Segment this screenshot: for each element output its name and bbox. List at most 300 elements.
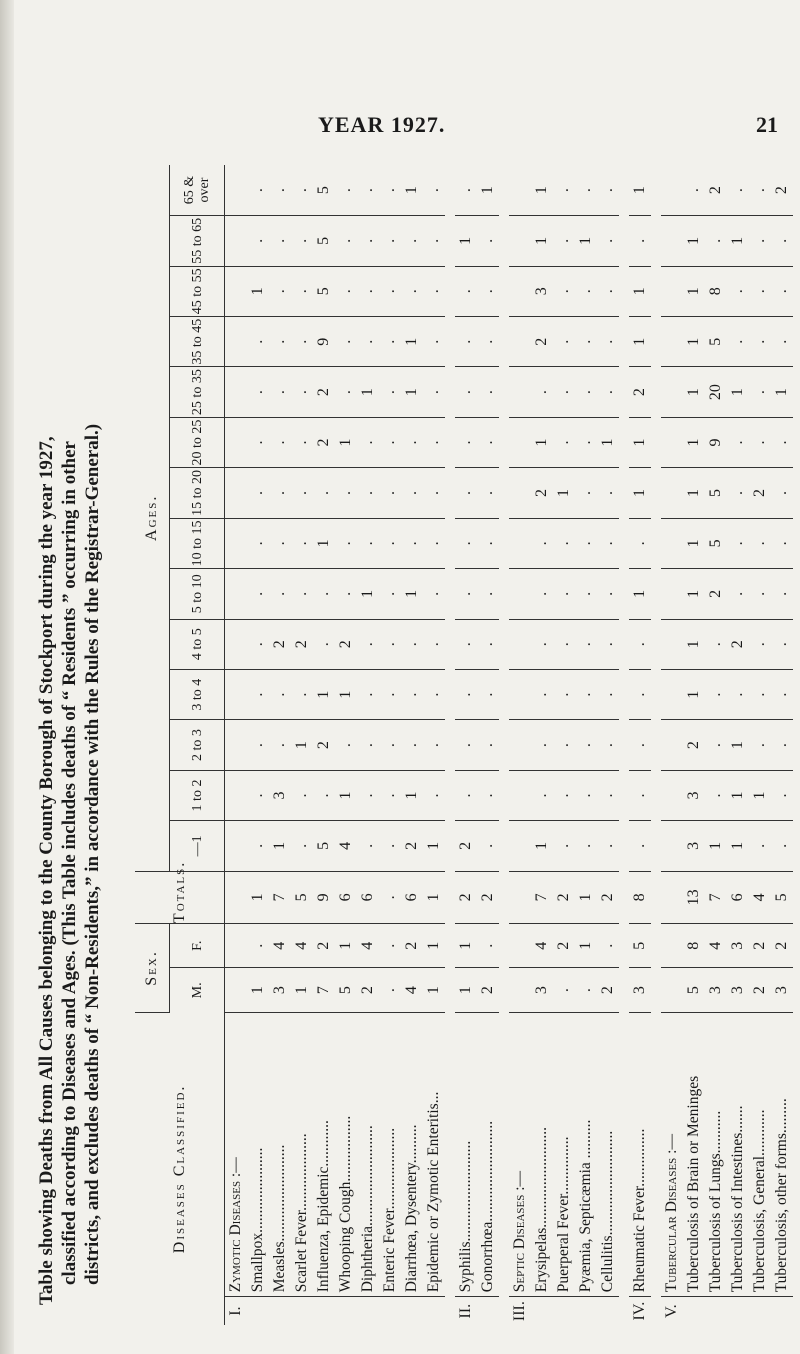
disease-name: Tuberculosis, other forms......... [771,1012,793,1296]
empty-cell [225,770,248,820]
age-count: 1 [455,216,477,266]
total-count: 9 [313,871,335,923]
group-roman-numeral [705,1297,727,1325]
age-count: . [749,417,771,467]
age-count: . [597,518,619,568]
age-count: . [575,417,597,467]
age-count: . [629,770,651,820]
age-count: . [379,518,401,568]
age-count: . [771,468,793,518]
age-count: 1 [531,417,553,467]
age-count: 3 [683,770,705,820]
age-count: . [629,720,651,770]
header-age-group: 1 to 2 [170,770,225,820]
age-count: . [313,569,335,619]
age-count: . [629,518,651,568]
age-count: . [401,669,423,719]
age-count: . [727,518,749,568]
male-count: 2 [597,968,619,1012]
male-count: . [575,968,597,1012]
age-count: . [379,720,401,770]
age-count: . [379,266,401,316]
age-count: . [477,669,499,719]
age-count: . [553,417,575,467]
header-male: M. [170,968,225,1012]
age-count: . [335,216,357,266]
group-spacer [651,165,661,1325]
deaths-table [135,165,793,1325]
age-count: . [423,216,445,266]
table-row [357,165,379,1325]
age-count: 1 [553,468,575,518]
age-count: 5 [313,821,335,871]
age-count: 1 [597,417,619,467]
age-count: . [477,770,499,820]
total-count: 6 [335,871,357,923]
age-count: . [771,770,793,820]
table-row [629,165,651,1325]
group-roman-numeral [379,1297,401,1325]
age-count: . [553,770,575,820]
age-count: . [247,619,269,669]
empty-cell [225,669,248,719]
age-count: . [749,316,771,366]
disease-name: Measles......................... [269,1012,291,1296]
disease-name: Tuberculosis, General............ [749,1012,771,1296]
caption-line-2: classified according to Diseases and Ages. (This Table includes deaths of “ Residents ” occurring in other [59,441,80,1285]
age-count: . [575,770,597,820]
disease-name: Tuberculosis of Intestines....... [727,1012,749,1296]
age-count: . [291,770,313,820]
age-count: . [313,770,335,820]
age-count: . [357,266,379,316]
total-count: 2 [553,871,575,923]
total-count: 4 [749,871,771,923]
table-body [225,165,794,1325]
group-roman-numeral [269,1297,291,1325]
header-age-group: —1 [170,821,225,871]
age-count: . [749,518,771,568]
table-row [269,165,291,1325]
age-count: . [575,266,597,316]
total-count: 5 [291,871,313,923]
age-count: 1 [401,569,423,619]
age-count: 2 [335,619,357,669]
caption-line-3: districts, and excludes deaths of “ Non-Residents,” in accordance with the Rules of the Registrar-General.) [82,423,103,1285]
empty-cell [509,569,531,619]
age-count: . [629,669,651,719]
female-count: 2 [553,924,575,968]
age-count: 2 [771,165,793,216]
age-count: 1 [477,165,499,216]
age-count: . [455,165,477,216]
age-count: 1 [705,821,727,871]
total-count: 2 [477,871,499,923]
age-count: . [379,216,401,266]
age-count: . [749,367,771,417]
age-count: 1 [269,821,291,871]
empty-cell [509,367,531,417]
header-age-group: 10 to 15 [170,518,225,568]
disease-name: Diphtheria.......................... [357,1012,379,1296]
age-count: . [247,669,269,719]
age-count: . [553,569,575,619]
age-count: . [771,316,793,366]
male-count: 1 [455,968,477,1012]
age-count: 5 [313,216,335,266]
age-count: . [771,720,793,770]
age-count: 3 [683,821,705,871]
age-count: 5 [313,266,335,316]
empty-cell [225,720,248,770]
age-count: . [575,367,597,417]
group-roman-numeral [335,1297,357,1325]
age-count: . [531,518,553,568]
group-spacer [445,165,455,1325]
female-count: 1 [455,924,477,968]
age-count: . [357,417,379,467]
age-count: . [597,669,619,719]
empty-cell [661,468,683,518]
header-age-group: 4 to 5 [170,619,225,669]
age-count: . [379,468,401,518]
age-count: 1 [313,669,335,719]
age-count: . [455,367,477,417]
total-count: 1 [247,871,269,923]
group-heading: Tubercular Diseases :— [661,1012,683,1296]
empty-cell [509,924,531,968]
disease-name: Scarlet Fever.................... [291,1012,313,1296]
header-age-group: 25 to 35 [170,367,225,417]
age-count: 1 [727,720,749,770]
age-count: 9 [705,417,727,467]
age-count: . [477,619,499,669]
age-count: 1 [335,417,357,467]
table-row [705,165,727,1325]
age-count: 2 [705,569,727,619]
age-count: . [423,468,445,518]
page-number: 21 [756,112,778,137]
table-row [291,165,313,1325]
age-count: . [553,165,575,216]
age-count: . [455,518,477,568]
group-spacer [619,165,629,1325]
group-heading-row [661,165,683,1325]
age-count: 1 [335,669,357,719]
age-count: . [575,518,597,568]
header-age-group: 20 to 25 [170,417,225,467]
age-count: . [379,417,401,467]
age-count: . [247,316,269,366]
age-count: 1 [727,770,749,820]
table-row [477,165,499,1325]
age-count: . [291,165,313,216]
age-count: . [423,266,445,316]
age-count: . [269,417,291,467]
age-count: . [771,266,793,316]
header-female: F. [170,924,225,968]
caption-line-1: Table showing Deaths from All Causes belonging to the County Borough of Stockport during the year 1927, [36,436,57,1305]
male-count: 3 [269,968,291,1012]
empty-cell [225,417,248,467]
group-roman-numeral: IV. [631,1301,648,1321]
empty-cell [661,367,683,417]
empty-cell [225,871,248,923]
age-count: . [553,216,575,266]
age-count: . [705,619,727,669]
age-count: . [291,821,313,871]
empty-cell [661,821,683,871]
age-count: . [455,468,477,518]
age-count: 4 [335,821,357,871]
empty-cell [225,468,248,518]
empty-cell [509,417,531,467]
age-count: . [247,518,269,568]
empty-cell [225,518,248,568]
age-count: . [575,165,597,216]
age-count: . [749,165,771,216]
age-count: . [379,316,401,366]
empty-cell [509,518,531,568]
header-age-group: 15 to 20 [170,468,225,518]
age-count: . [597,468,619,518]
empty-cell [661,669,683,719]
empty-cell [225,821,248,871]
age-count: . [335,518,357,568]
table-row [423,165,445,1325]
male-count: 3 [531,968,553,1012]
total-count: 6 [727,871,749,923]
male-count: 3 [771,968,793,1012]
age-count: 1 [531,821,553,871]
empty-cell [661,871,683,923]
age-count: . [749,821,771,871]
age-count: . [269,316,291,366]
table-row [531,165,553,1325]
header-diseases-classified: Diseases Classified. [135,1012,225,1325]
age-count: . [771,821,793,871]
age-count: . [597,720,619,770]
female-count: 2 [749,924,771,968]
age-count: . [771,669,793,719]
age-count: . [575,316,597,366]
header-sex: Sex. [135,924,170,1013]
age-count: . [477,569,499,619]
empty-cell [509,619,531,669]
age-count: . [379,367,401,417]
age-count: 2 [629,367,651,417]
age-count: 20 [705,367,727,417]
female-count: 1 [575,924,597,968]
empty-cell [661,924,683,968]
age-count: 1 [683,468,705,518]
age-count: . [629,821,651,871]
age-count: . [247,216,269,266]
empty-cell [661,266,683,316]
group-roman-numeral [477,1297,499,1325]
age-count: . [357,619,379,669]
male-count: 2 [749,968,771,1012]
age-count: . [357,770,379,820]
empty-cell [225,165,248,216]
table-caption [35,165,130,1305]
age-count: 1 [629,266,651,316]
age-count: . [379,569,401,619]
group-roman-numeral [575,1297,597,1325]
empty-cell [509,968,531,1012]
empty-cell [509,821,531,871]
age-count: . [357,316,379,366]
disease-name: Smallpox...................... [247,1012,269,1296]
age-count: . [313,619,335,669]
table-row [575,165,597,1325]
age-count: . [335,266,357,316]
female-count: 2 [313,924,335,968]
empty-cell [509,720,531,770]
age-count: . [247,367,269,417]
age-count: 2 [749,468,771,518]
male-count: 2 [357,968,379,1012]
age-count: . [727,468,749,518]
age-count: 1 [683,417,705,467]
table-row [683,165,705,1325]
male-count: 3 [629,968,651,1012]
group-spacer [499,165,509,1325]
age-count: 2 [401,821,423,871]
age-count: . [553,367,575,417]
age-count: . [269,569,291,619]
age-count: 1 [357,367,379,417]
age-count: . [749,720,771,770]
age-count: . [553,720,575,770]
age-count: . [247,165,269,216]
disease-name: Cellulitis........................... [597,1012,619,1296]
disease-name: Influenza, Epidemic............ [313,1012,335,1296]
age-count: . [357,165,379,216]
age-count: . [269,518,291,568]
age-count: . [455,770,477,820]
age-count: . [335,569,357,619]
female-count: 2 [771,924,793,968]
age-count: 1 [423,821,445,871]
rotated-table-sheet [35,145,790,1345]
age-count: . [379,821,401,871]
age-count: . [553,518,575,568]
age-count: 5 [705,316,727,366]
age-count: . [291,518,313,568]
empty-cell [661,316,683,366]
group-roman-numeral [531,1297,553,1325]
age-count: . [597,165,619,216]
age-count: . [357,720,379,770]
age-count: . [247,770,269,820]
total-count: 7 [531,871,553,923]
age-count: . [727,669,749,719]
female-count: 2 [401,924,423,968]
age-count: . [423,619,445,669]
age-count: 1 [629,165,651,216]
disease-name: Rheumatic Fever............... [629,1012,651,1296]
total-count: 6 [401,871,423,923]
age-count: . [291,417,313,467]
age-count: . [401,216,423,266]
age-count: 3 [269,770,291,820]
age-count: 2 [683,720,705,770]
empty-cell [509,468,531,518]
disease-name: Whooping Cough................. [335,1012,357,1296]
empty-cell [225,316,248,366]
age-count: . [247,569,269,619]
empty-cell [225,968,248,1012]
age-count: . [379,770,401,820]
age-count: . [553,669,575,719]
group-roman-numeral [313,1297,335,1325]
female-count: 1 [423,924,445,968]
age-count: 1 [683,518,705,568]
age-count: . [401,518,423,568]
age-count: . [553,316,575,366]
empty-cell [661,165,683,216]
table-row [727,165,749,1325]
age-count: 1 [683,266,705,316]
age-count: 1 [683,669,705,719]
empty-cell [225,216,248,266]
group-roman-numeral [553,1297,575,1325]
age-count: . [423,367,445,417]
group-roman-numeral: I. [227,1306,244,1316]
age-count: . [771,518,793,568]
age-count: . [313,468,335,518]
header-age-group: 65 & over [170,165,225,216]
disease-name: Tuberculosis of Brain or Meninges [683,1012,705,1296]
age-count: . [575,821,597,871]
empty-cell [661,619,683,669]
empty-cell [661,518,683,568]
age-count: . [291,316,313,366]
group-roman-numeral [683,1297,705,1325]
male-count: 5 [683,968,705,1012]
empty-cell [509,165,531,216]
total-count: 2 [455,871,477,923]
female-count: 5 [629,924,651,968]
age-count: . [597,770,619,820]
age-count: . [455,266,477,316]
age-count: . [379,669,401,719]
age-count: 3 [531,266,553,316]
age-count: . [477,518,499,568]
group-roman-numeral [749,1297,771,1325]
female-count: 4 [269,924,291,968]
age-count: 5 [705,468,727,518]
age-count: 1 [531,165,553,216]
age-count: . [531,569,553,619]
age-count: . [575,669,597,719]
age-count: . [423,669,445,719]
header-age-group: 35 to 45 [170,316,225,366]
age-count: . [531,720,553,770]
age-count: . [357,669,379,719]
age-count: . [401,468,423,518]
female-count: . [379,924,401,968]
age-count: 1 [313,518,335,568]
age-count: . [597,821,619,871]
age-count: . [291,569,313,619]
empty-cell [661,216,683,266]
empty-cell [661,569,683,619]
disease-name: Syphilis.......................... [455,1012,477,1296]
total-count: 6 [357,871,379,923]
page-binding-edge [0,0,14,1354]
